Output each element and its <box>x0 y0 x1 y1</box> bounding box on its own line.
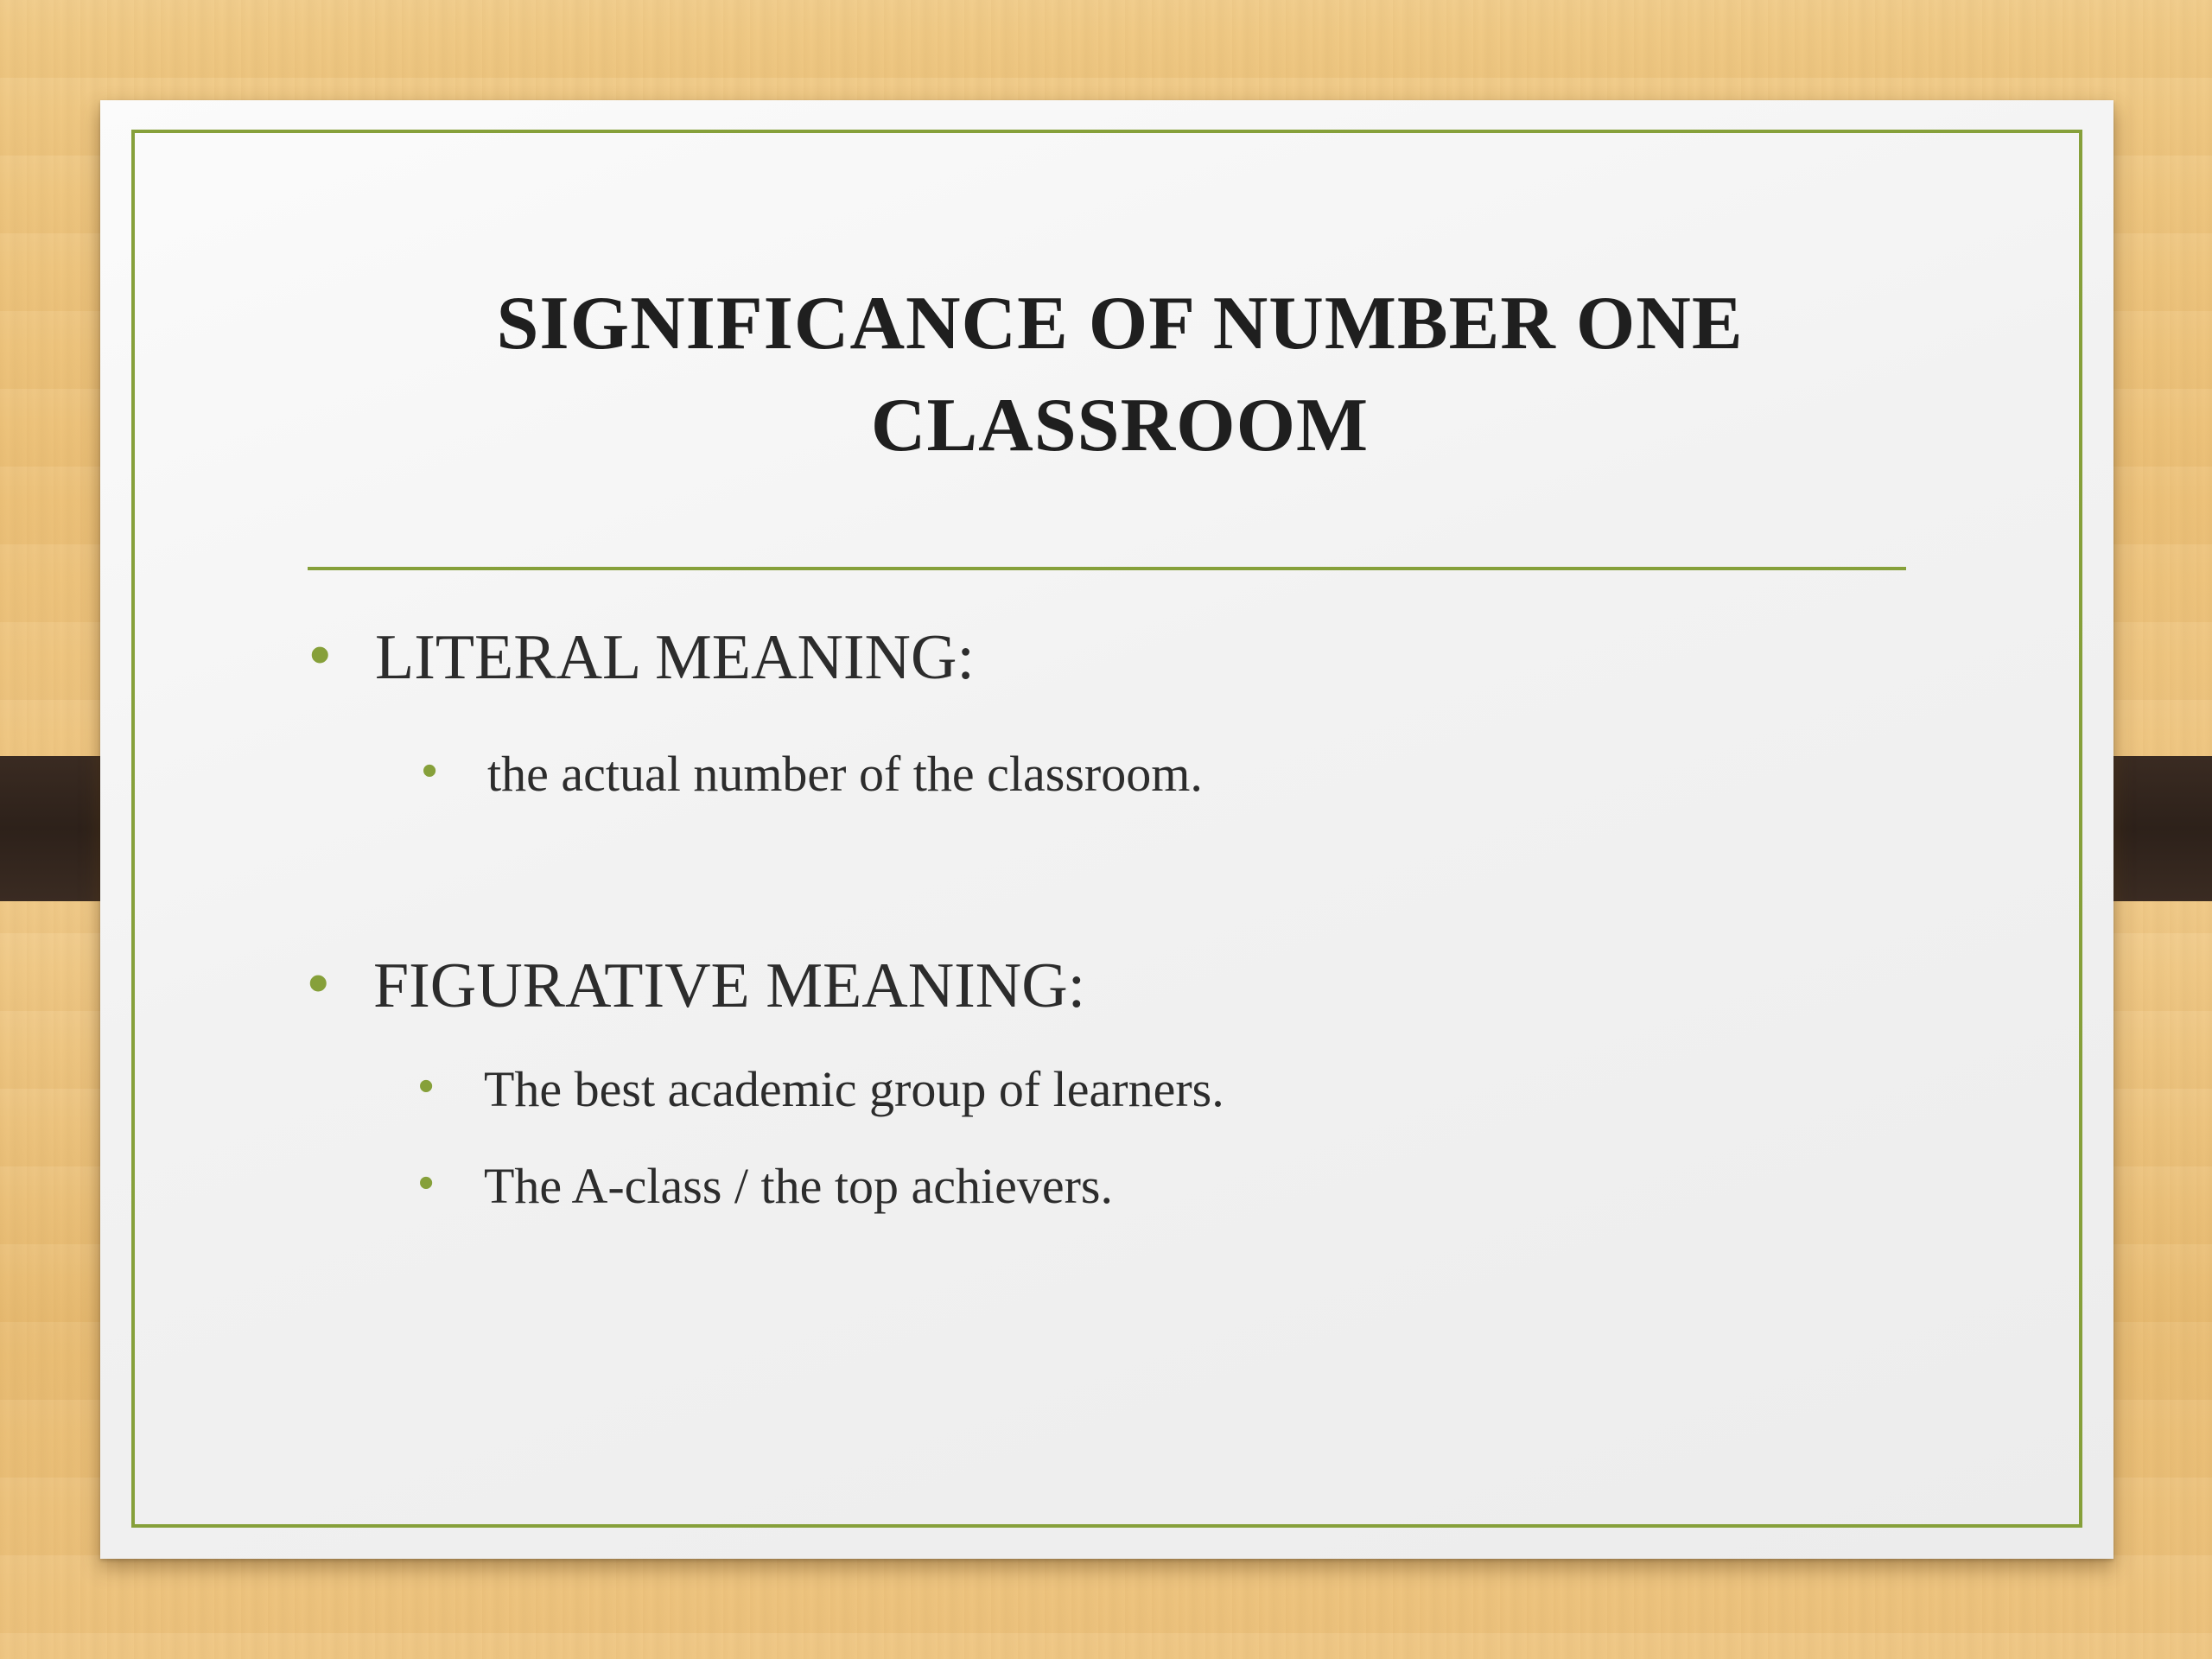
list-item-text: the actual number of the classroom. <box>487 746 1203 802</box>
slide-title-line-1: SIGNIFICANCE OF NUMBER ONE <box>496 282 1744 365</box>
section-heading-literal <box>309 619 975 696</box>
list-item-text: The best academic group of learners. <box>484 1061 1224 1117</box>
bullet-icon: • <box>308 949 329 1016</box>
list-item <box>418 1058 1224 1121</box>
bullet-icon: • <box>418 1061 435 1111</box>
bullet-icon: • <box>418 1158 435 1208</box>
section-heading-figurative <box>308 947 1086 1025</box>
list-item <box>418 1155 1113 1217</box>
slide-card <box>100 100 2113 1559</box>
slide-content <box>100 100 2113 1559</box>
list-item-text: The A-class / the top achievers. <box>484 1158 1113 1214</box>
slide-title-line-2: CLASSROOM <box>870 384 1370 467</box>
bullet-icon: • <box>309 620 331 688</box>
bullet-icon: • <box>422 746 438 796</box>
section-heading-literal-text: LITERAL MEANING: <box>375 622 975 693</box>
section-heading-figurative-text: FIGURATIVE MEANING: <box>373 950 1086 1021</box>
list-item <box>422 743 1203 805</box>
